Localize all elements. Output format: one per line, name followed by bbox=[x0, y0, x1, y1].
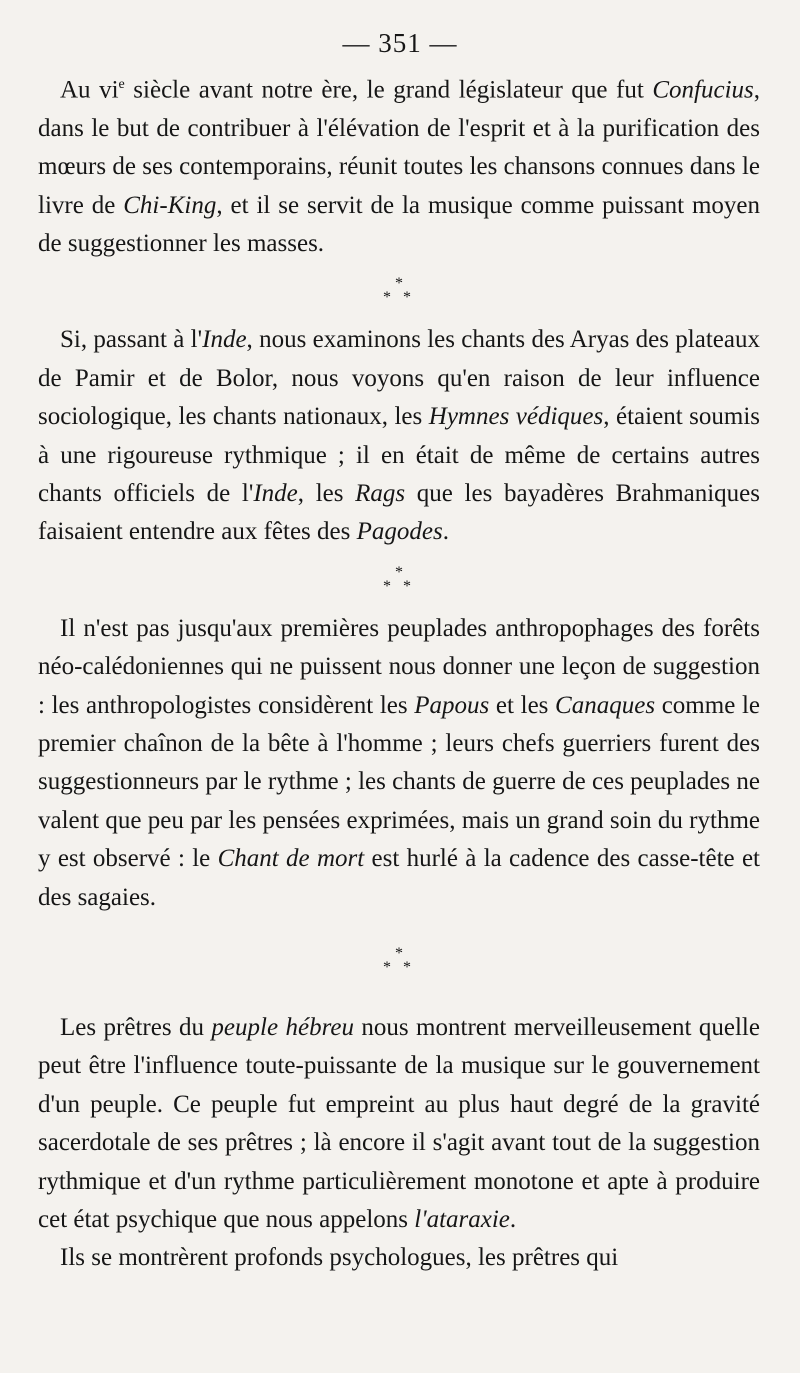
separator-star-top: * bbox=[395, 563, 403, 581]
text-segment: nous montrent merveilleusement quelle peut être l'influence toute-puissante de la musique sur le gouvernement d'un peuple. Ce peuple fut empreint au plus haut degré de la gravité sacerdotale de ses prêtres ; là encore il s'agit avant tout de la suggestion rythmique et d'un rythme particulièrement monotone et apte à produire cet état psychique que nous appelons bbox=[38, 1014, 760, 1234]
section-separator bbox=[38, 552, 760, 610]
paragraph-confucius bbox=[38, 66, 760, 263]
italic-term: Pagodes bbox=[356, 518, 443, 546]
separator-star-top: * bbox=[395, 275, 403, 293]
section-separator bbox=[38, 917, 760, 1009]
italic-term: l'ataraxie bbox=[414, 1206, 510, 1234]
page-number: — 351 — bbox=[342, 28, 458, 58]
italic-term: Chant de mort bbox=[217, 845, 365, 873]
italic-term: Inde bbox=[202, 326, 247, 354]
section-separator bbox=[38, 263, 760, 321]
text-segment: , étaient soumis à une rigoureuse rythmique ; il en était de même de certains autres chants officiels de l' bbox=[38, 403, 760, 507]
italic-term: peuple hébreu bbox=[211, 1014, 354, 1042]
text-segment: , les bbox=[297, 479, 356, 507]
text-segment: siècle avant notre ère, le grand législateur que fut bbox=[124, 76, 653, 104]
text-segment: , nous examinons les chants des Aryas des plateaux de Pamir et de Bolor, nous voyons qu'en raison de leur influence sociologique, les chants nationaux, les bbox=[38, 326, 760, 431]
italic-term: Inde bbox=[253, 479, 298, 507]
separator-stars-bottom: * * bbox=[383, 577, 415, 595]
italic-term: Rags bbox=[355, 479, 406, 507]
text-segment: comme le premier chaînon de la bête à l'homme ; leurs chefs guerriers furent des suggestionneurs par le rythme ; les chants de guerre de ces peuplades ne valent que peu par les pensées exprimées, mais un grand soin du rythme y est observé : le bbox=[38, 691, 760, 873]
separator-stars-bottom: * * bbox=[383, 289, 415, 307]
text-segment: Si, passant à l' bbox=[60, 326, 203, 354]
text-segment: que les bayadères Brahmaniques faisaient entendre aux fêtes des bbox=[38, 479, 761, 546]
text-segment: . bbox=[442, 518, 449, 546]
text-segment: Il n'est pas jusqu'aux premières peuplades anthropophages des forêts néo-calédoniennes qui ne puissent nous donner une leçon de suggestion : les anthropologistes considèrent les bbox=[38, 614, 760, 719]
separator-star-top: * bbox=[395, 945, 403, 963]
text-segment: Les prêtres du bbox=[60, 1014, 212, 1042]
italic-term: Chi-King bbox=[123, 191, 217, 219]
italic-term: Hymnes védiques bbox=[428, 403, 604, 431]
text-segment: est hurlé à la cadence des casse-tête et des sagaies. bbox=[38, 845, 761, 911]
paragraph-peuple-hebreu bbox=[38, 1009, 760, 1239]
body-text bbox=[38, 66, 760, 1278]
text-segment: Au vi bbox=[60, 76, 119, 104]
italic-term: Papous bbox=[414, 691, 490, 719]
separator-stars-bottom: * * bbox=[383, 959, 415, 977]
text-segment: . bbox=[509, 1206, 517, 1234]
paragraph-inde bbox=[38, 321, 760, 551]
text-segment: , et il se servit de la musique comme puissant moyen de suggestionner les masses. bbox=[38, 191, 760, 257]
paragraph-neo-caledonie bbox=[38, 610, 760, 917]
paragraph-psychologues bbox=[38, 1239, 760, 1277]
ordinal-superscript: e bbox=[118, 77, 125, 92]
text-segment: et les bbox=[489, 691, 556, 719]
text-segment: Ils se montrèrent profonds psychologues, les prêtres qui bbox=[60, 1244, 619, 1272]
italic-term: Confucius bbox=[652, 76, 754, 104]
text-segment: , dans le but de contribuer à l'élévation de l'esprit et à la purification des mœurs de ses contemporains, réunit toutes les chansons connues dans le livre de bbox=[38, 76, 761, 219]
italic-term: Canaques bbox=[555, 691, 656, 719]
